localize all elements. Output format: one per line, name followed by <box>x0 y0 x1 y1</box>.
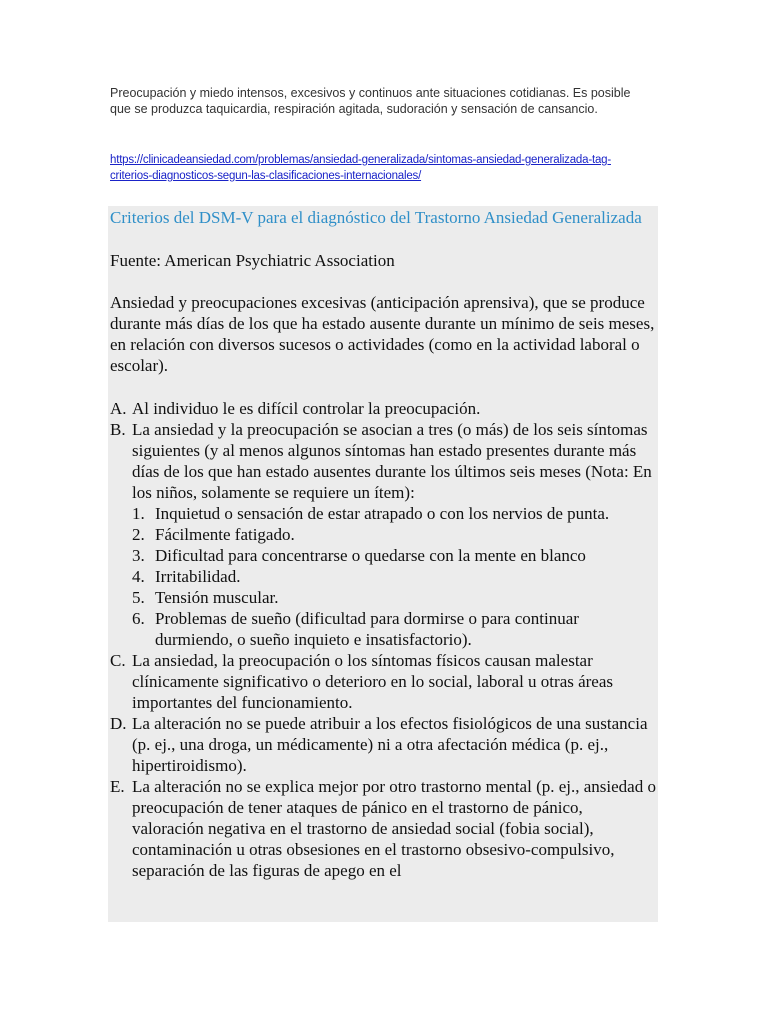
criterion-text: Al individuo le es difícil controlar la preocupación. <box>132 399 481 418</box>
symptom-marker: 2. <box>132 525 145 544</box>
symptom-text: Problemas de sueño (dificultad para dormirse o para continuar durmiendo, o sueño inquieto e insatisfactorio). <box>155 609 579 649</box>
symptom-text: Inquietud o sensación de estar atrapado o con los nervios de punta. <box>155 504 610 523</box>
symptom-marker: 1. <box>132 504 145 523</box>
criterion-marker: B. <box>110 420 126 439</box>
criterion-item <box>110 713 658 776</box>
symptom-text: Fácilmente fatigado. <box>155 525 295 544</box>
symptom-text: Dificultad para concentrarse o quedarse con la mente en blanco <box>155 546 586 565</box>
symptom-item <box>132 503 658 524</box>
source-link[interactable]: https://clinicadeansiedad.com/problemas/ansiedad-generalizada/sintomas-ansiedad-generalizada-tag-criterios-diagnosticos-segun-las-clasificaciones-internacionales/ <box>110 154 611 182</box>
source-line: Fuente: American Psychiatric Association <box>110 251 395 270</box>
symptom-item <box>132 524 658 545</box>
symptom-item <box>132 545 658 566</box>
symptom-item <box>132 608 658 650</box>
symptom-text: Tensión muscular. <box>155 588 279 607</box>
criterion-marker: C. <box>110 651 126 670</box>
criteria-heading: Criterios del DSM-V para el diagnóstico del Trastorno Ansiedad Generalizada <box>110 208 642 227</box>
symptom-marker: 4. <box>132 567 145 586</box>
criteria-intro-paragraph: Ansiedad y preocupaciones excesivas (anticipación aprensiva), que se produce durante más días de los que ha estado ausente durante un mínimo de seis meses, en relación con diversos sucesos o actividades (como en la actividad laboral o escolar). <box>110 293 655 375</box>
symptom-item <box>132 566 658 587</box>
symptom-marker: 3. <box>132 546 145 565</box>
criterion-marker: D. <box>110 714 127 733</box>
symptom-marker: 5. <box>132 588 145 607</box>
criterion-item <box>110 398 658 419</box>
criterion-item <box>110 419 658 650</box>
criterion-marker: A. <box>110 399 127 418</box>
criterion-text: La ansiedad, la preocupación o los síntomas físicos causan malestar clínicamente significativo o deterioro en lo social, laboral u otras áreas importantes del funcionamiento. <box>132 651 614 712</box>
criterion-text: La ansiedad y la preocupación se asocian a tres (o más) de los seis síntomas siguientes (y al menos algunos síntomas han estado presentes durante más días de los que han estado ausentes durante los últimos seis meses (Nota: En los niños, solamente se requiere un ítem): <box>132 420 652 502</box>
criterion-text: La alteración no se explica mejor por otro trastorno mental (p. ej., ansiedad o preocupación de tener ataques de pánico en el trastorno de pánico, valoración negativa en el trastorno de ansiedad social (fobia social), contaminación u otras obsesiones en el trastorno obsesivo-compulsivo, separación de las figuras de apego en el <box>132 777 656 880</box>
symptom-marker: 6. <box>132 609 145 628</box>
criterion-item <box>110 776 658 881</box>
criteria-list <box>110 398 658 881</box>
criterion-marker: E. <box>110 777 125 796</box>
criterion-item <box>110 650 658 713</box>
criterion-text: La alteración no se puede atribuir a los efectos fisiológicos de una sustancia (p. ej., una droga, un médicamente) ni a otra afectación médica (p. ej., hipertiroidismo). <box>132 714 648 775</box>
intro-text: Preocupación y miedo intensos, excesivos y continuos ante situaciones cotidianas. Es posible que se produzca taquicardia, respiración agitada, sudoración y sensación de cansancio. <box>110 86 631 116</box>
symptom-list <box>132 503 658 650</box>
symptom-text: Irritabilidad. <box>155 567 241 586</box>
symptom-item <box>132 587 658 608</box>
